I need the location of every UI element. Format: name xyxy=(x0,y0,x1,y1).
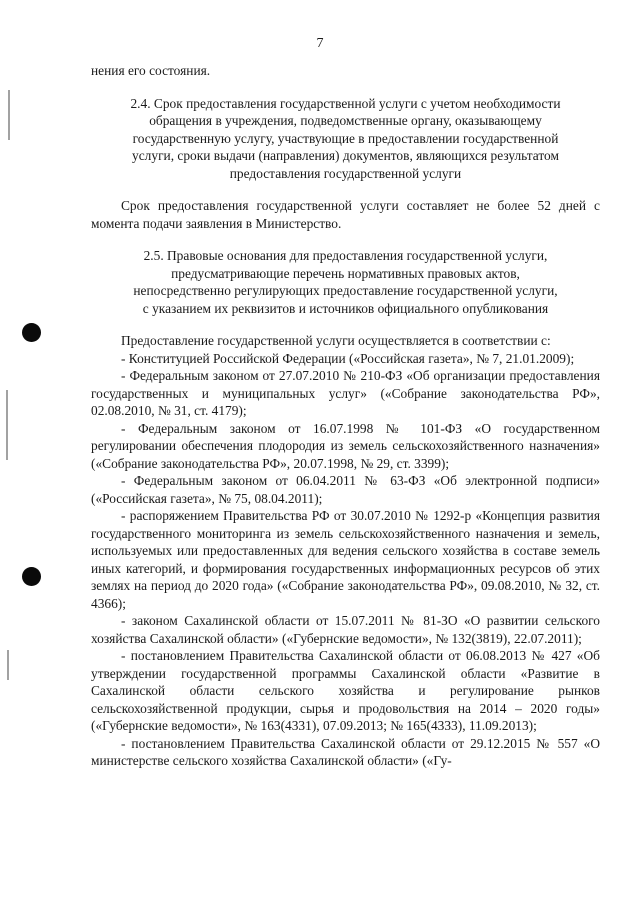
section-2-4-heading xyxy=(91,95,600,183)
scan-margin-mark xyxy=(7,650,9,680)
heading-line: услуги, сроки выдачи (направления) документов, являющихся результатом xyxy=(132,148,559,163)
heading-line: предусматривающие перечень нормативных правовых актов, xyxy=(171,265,520,281)
heading-line: 2.5. Правовые основания для предоставления государственной услуги, xyxy=(143,248,548,263)
list-item: - постановлением Правительства Сахалинской области от 29.12.2015 № 557 «О министерстве сельского хозяйства Сахалинской области» («Гу- xyxy=(91,735,600,768)
scan-margin-mark xyxy=(6,390,8,460)
list-item: - законом Сахалинской области от 15.07.2011 № 81-ЗО «О развитии сельского хозяйства Сахалинской области» («Губернские ведомости», № 132(3819), 22.07.2011); xyxy=(91,613,600,646)
heading-line: предоставления государственной услуги xyxy=(229,165,462,181)
list-item: - постановлением Правительства Сахалинской области от 06.08.2013 № 427 «Об утверждении государственной программы Сахалинской области «Развитие в Сахалинской области сельского хозяйства и регулирование рынков сельскохозяйственной продукции, сырья и продовольствия на 2014 – 2020 годы» («Губернские ведомости», № 163(4331), 07.09.2013; № 165(4333), 11.09.2013); xyxy=(91,648,600,733)
scan-margin-mark xyxy=(8,90,10,140)
document-body xyxy=(91,62,600,770)
heading-line: непосредственно регулирующих предоставление государственной услуги, xyxy=(133,283,558,298)
punch-hole-top xyxy=(22,323,41,342)
heading-line: 2.4. Срок предоставления государственной услуги с учетом необходимости xyxy=(130,95,561,111)
section-2-5-intro: Предоставление государственной услуги осуществляется в соответствии с: xyxy=(121,333,551,348)
list-item: - Федеральным законом от 06.04.2011 № 63-ФЗ «Об электронной подписи» («Российская газета», № 75, 08.04.2011); xyxy=(91,473,600,506)
list-item: - Федеральным законом от 27.07.2010 № 210-ФЗ «Об организации предоставления государственных и муниципальных услуг» («Собрание законодательства РФ», 02.08.2010, № 31, ст. 4179); xyxy=(91,368,600,418)
list-item: - распоряжением Правительства РФ от 30.07.2010 № 1292-р «Концепция развития государственного мониторинга из земель сельскохозяйственного назначения и земель, используемых или предоставленных для ведения сельского хозяйства в составе земель иных категорий, и формирования государственных информационных ресурсов об этих землях на период до 2020 года» («Собрание законодательства РФ», 09.08.2010, № 32, ст. 4366); xyxy=(91,508,600,611)
section-2-4-body: Срок предоставления государственной услуги составляет не более 52 дней с момента подачи заявления в Министерство. xyxy=(91,198,600,231)
list-item: - Конституцией Российской Федерации («Российская газета», № 7, 21.01.2009); xyxy=(121,350,575,366)
heading-line: с указанием их реквизитов и источников официального опубликования xyxy=(142,300,549,316)
legal-acts-list xyxy=(91,350,600,770)
punch-hole-bottom xyxy=(22,567,41,586)
continuation-text: нения его состояния. xyxy=(91,63,211,78)
heading-line: обращения в учреждения, подведомственные органу, оказывающему xyxy=(149,113,542,128)
section-2-5-heading xyxy=(91,247,600,317)
page-number: 7 xyxy=(316,36,324,51)
heading-line: государственную услугу, участвующие в предоставлении государственной xyxy=(132,130,559,146)
list-item: - Федеральным законом от 16.07.1998 № 101-ФЗ «О государственном регулировании обеспечения плодородия из земель сельскохозяйственного назначения» («Собрание законодательства РФ», 20.07.1998, № 29, ст. 3399); xyxy=(91,420,600,471)
